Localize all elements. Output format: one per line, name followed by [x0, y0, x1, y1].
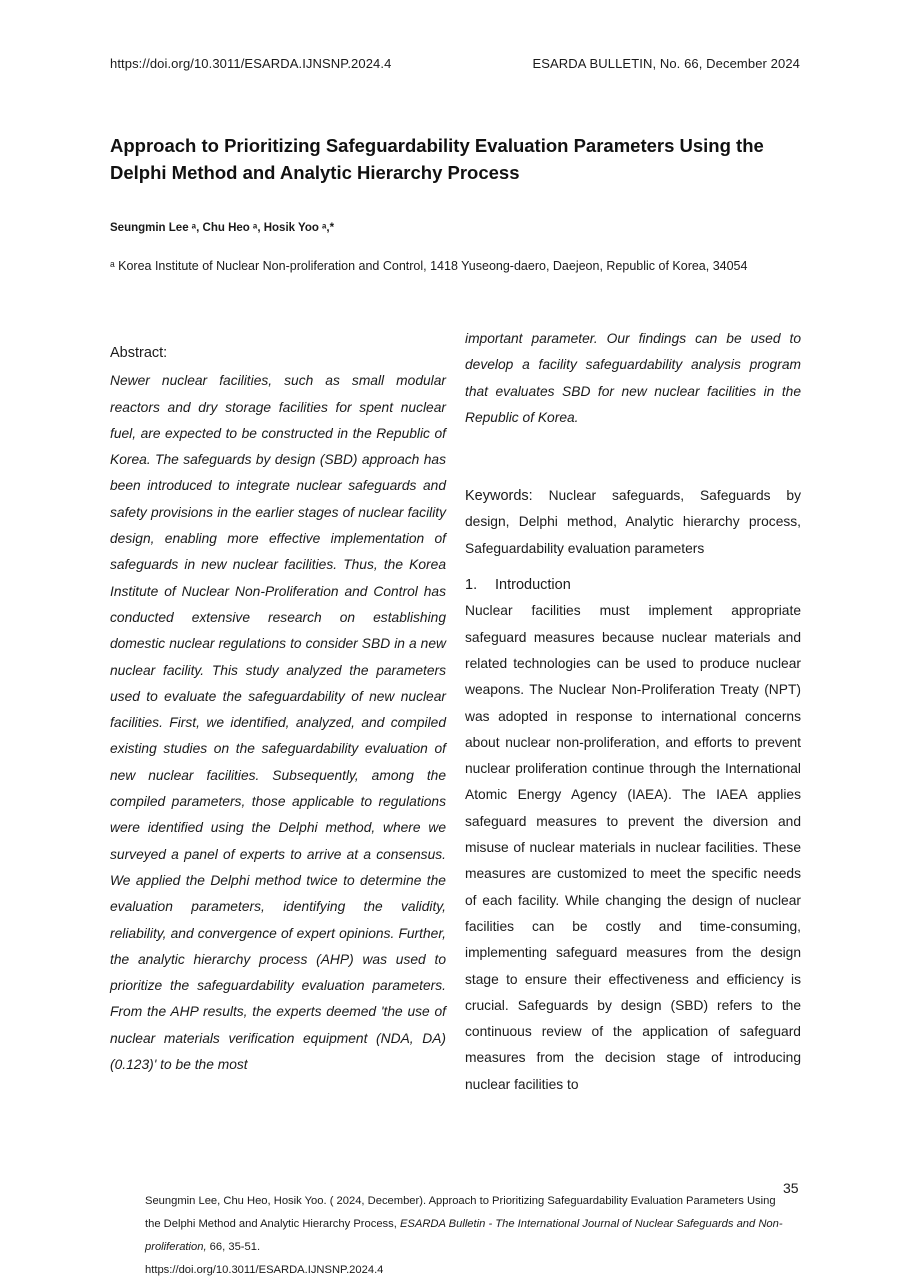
abstract-heading: Abstract: [110, 345, 168, 361]
header-journal-issue: ESARDA BULLETIN, No. 66, December 2024 [532, 56, 800, 71]
section-title: Introduction [495, 577, 571, 594]
citation-journal: ESARDA Bulletin - The International Journal of Nuclear Safeguards and Non-proliferation, [145, 1218, 783, 1253]
keywords-block [465, 483, 801, 562]
citation-doi-link[interactable]: https://doi.org/10.3011/ESARDA.IJNSNP.2024.4 [145, 1264, 384, 1276]
keywords-label: Keywords: [465, 488, 533, 505]
paper-title: Approach to Prioritizing Safeguardability Evaluation Parameters Using the Delphi Method and Analytic Hierarchy Process [110, 135, 764, 183]
section-number: 1. [465, 577, 478, 594]
page-number: 35 [783, 1180, 799, 1196]
right-column [465, 326, 801, 1098]
citation-text: Seungmin Lee, Chu Heo, Hosik Yoo. ( 2024, December). Approach to Prioritizing Safeguardability Evaluation Parameters Using the Delphi Method and Analytic Hierarchy Process, [145, 1195, 776, 1230]
introduction-text: Nuclear facilities must implement appropriate safeguard measures because nuclear materials and related technologies can be used to produce nuclear weapons. The Nuclear Non-Proliferation Treaty (NPT) was adopted in response to international concerns about nuclear non-proliferation, and efforts to prevent nuclear proliferation continue through the International Atomic Energy Agency (IAEA). The IAEA applies safeguard measures to prevent the diversion and misuse of nuclear materials in nuclear facilities. These measures are customized to meet the specific needs of each facility. While changing the design of nuclear facilities can be costly and time-consuming, implementing safeguard measures from the design stage to ensure their effectiveness and efficiency is crucial. Safeguards by design (SBD) refers to the continuous review of the application of safeguard measures from the decision stage of introducing nuclear facilities to [465, 603, 801, 1092]
abstract-text: Newer nuclear facilities, such as small modular reactors and dry storage facilities for spent nuclear fuel, are expected to be constructed in the Republic of Korea. The safeguards by design (SBD) approach has been introduced to integrate nuclear safeguards and safety provisions in the earlier stages of nuclear facility design, enabling more effective implementation of safeguards in new nuclear facilities. Thus, the Korea Institute of Nuclear Non-Proliferation and Control has conducted extensive research on establishing domestic nuclear regulations to consider SBD in a new nuclear facility. This study analyzed the parameters used to evaluate the safeguardability of new nuclear facilities. First, we identified, analyzed, and compiled existing studies on the safeguardability evaluation of new nuclear facilities. Subsequently, among the compiled parameters, those applicable to regulations were identified using the Delphi method, where we surveyed a panel of experts to arrive at a consensus. We applied the Delphi method twice to determine the evaluation parameters, identifying the validity, reliability, and convergence of expert opinions. Further, the analytic hierarchy process (AHP) was used to prioritize the safeguardability evaluation parameters. From the AHP results, the experts deemed 'the use of nuclear materials verification equipment (NDA, DA) (0.123)' to be the most [110, 373, 446, 1073]
author-affiliation: ᵃ Korea Institute of Nuclear Non-proliferation and Control, 1418 Yuseong-daero, Daejeon, Republic of Korea, 34054 [110, 259, 748, 273]
citation-footer [145, 1190, 785, 1282]
abstract-text-continued: important parameter. Our findings can be used to develop a facility safeguardability analysis program that evaluates SBD for new nuclear facilities in the Republic of Korea. [465, 331, 801, 425]
section-heading-introduction [465, 572, 801, 598]
citation-volume: 66, 35-51. [206, 1241, 261, 1253]
left-column [110, 340, 446, 1078]
keywords-list: Nuclear safeguards, Safeguards by design, Delphi method, Analytic hierarchy process, Safeguardability evaluation parameters [465, 488, 801, 556]
author-list: Seungmin Lee ᵃ, Chu Heo ᵃ, Hosik Yoo ᵃ,* [110, 222, 335, 234]
header-doi-link[interactable]: https://doi.org/10.3011/ESARDA.IJNSNP.2024.4 [110, 56, 392, 71]
